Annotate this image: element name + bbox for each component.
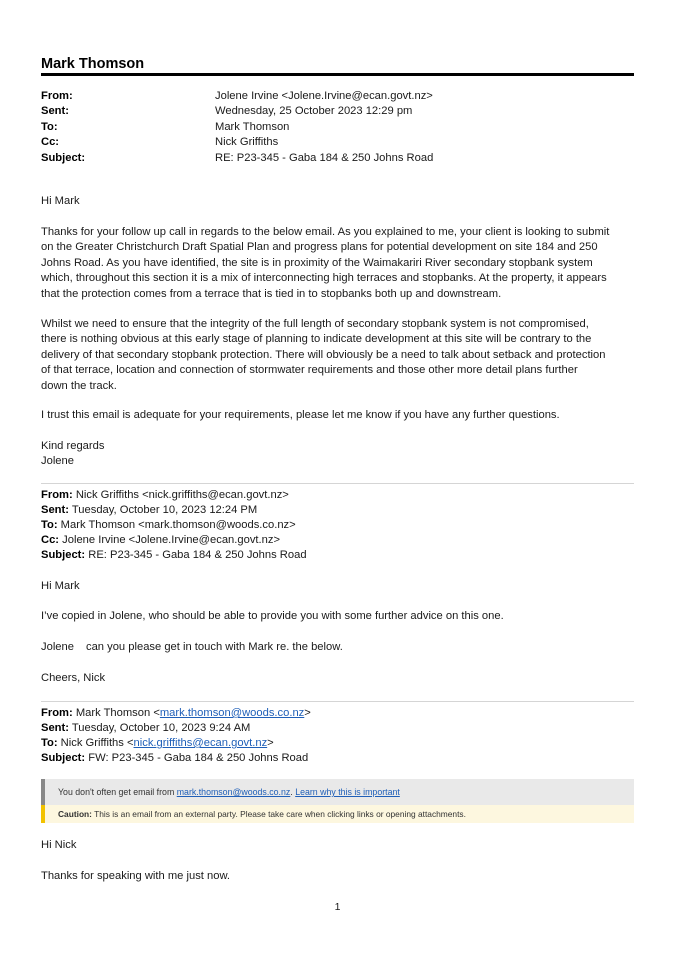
subject-value: RE: P23-345 - Gaba 184 & 250 Johns Road: [215, 151, 434, 164]
msg2-cc-value: Jolene Irvine <Jolene.Irvine@ecan.govt.nz>: [62, 534, 280, 546]
sender-name: Mark Thomson: [41, 56, 145, 72]
msg3-subject-line: [41, 751, 641, 766]
msg1-para1-line: Thanks for your follow up call in regards to the below email. As you explained to me, your client is looking to submit: [41, 226, 610, 238]
msg3-to-end: >: [267, 737, 274, 749]
msg2-sent-line: [41, 503, 641, 518]
msg3-from-label: From:: [41, 707, 73, 719]
msg2-subject-label: Subject:: [41, 549, 86, 561]
quote-divider: [41, 483, 634, 484]
msg2-to-label: To:: [41, 519, 58, 531]
msg1-para2-line: Whilst we need to ensure that the integrity of the full length of secondary stopbank system is not compromised,: [41, 318, 589, 330]
msg1-para1-line: Johns Road. As you have identified, the site is in proximity of the Waimakariri River secondary stopbank system: [41, 256, 593, 269]
cc-value: Nick Griffiths: [215, 136, 279, 149]
sent-value: Wednesday, 25 October 2023 12:29 pm: [215, 105, 413, 118]
to-value: Mark Thomson: [215, 120, 290, 133]
msg2-sent-value: Tuesday, October 10, 2023 12:24 PM: [71, 504, 258, 516]
msg1-para1-line: which, throughout this section it is a mix of interconnecting high terraces and stopbanks. At the property, it appears: [41, 272, 607, 285]
msg3-subject-value: FW: P23-345 - Gaba 184 & 250 Johns Road: [88, 752, 309, 764]
msg1-para2-line: delivery of that secondary stopbank protection. There will obviously be a need to talk about setback and protection: [41, 348, 606, 361]
msg2-paragraph-2: [41, 640, 641, 655]
msg3-to-line: [41, 736, 641, 751]
notice-prefix: You don't often get email from: [58, 787, 177, 797]
msg3-to-name: Nick Griffiths <: [60, 737, 134, 749]
caution-banner: [41, 805, 634, 823]
msg3-subject-label: Subject:: [41, 752, 86, 764]
page-number: 1: [334, 901, 341, 913]
msg1-para2-line: there is nothing obvious at this early stage of planning to indicate development at this site will be contrary to the: [41, 333, 592, 346]
msg2-cc-line: [41, 533, 641, 548]
msg3-sent-label: Sent:: [41, 722, 69, 734]
subject-label: Subject:: [41, 151, 86, 164]
msg2-para2-text: can you please get in touch with Mark re. the below.: [85, 641, 343, 653]
msg2-to-line: [41, 518, 641, 533]
msg1-para2-line: down the track.: [41, 379, 117, 392]
msg3-from-name: Mark Thomson <: [75, 707, 160, 719]
header-to-row: [41, 120, 634, 135]
msg3-to-label: To:: [41, 737, 58, 749]
caution-label: Caution:: [58, 809, 92, 819]
msg3-sent-value: Tuesday, October 10, 2023 9:24 AM: [71, 722, 251, 734]
msg1-closing: Kind regards: [41, 440, 105, 452]
caution-text: This is an email from an external party. Please take care when clicking links or opening attachments.: [91, 809, 466, 819]
msg1-paragraph-1: [41, 225, 641, 302]
header-subject-row: [41, 151, 634, 166]
msg3-sent-line: [41, 721, 641, 736]
email-header: [41, 89, 634, 166]
msg3-from-end: >: [304, 707, 311, 719]
msg3-from-line: [41, 706, 641, 721]
msg3-to-email-link[interactable]: nick.griffiths@ecan.govt.nz: [133, 737, 268, 749]
msg2-from-line: [41, 488, 641, 503]
msg2-paragraph-1: I’ve copied in Jolene, who should be able to provide you with some further advice on this one.: [41, 610, 504, 622]
msg1-para2-line: of that terrace, location and connection of stormwater requirements and those other more detail plans further: [41, 364, 578, 377]
learn-why-link[interactable]: Learn why this is important: [295, 787, 400, 797]
quote-divider: [41, 701, 634, 702]
msg1-para1-line: on the Greater Christchurch Draft Spatial Plan and progress plans for potential development on site 184 and 250: [41, 241, 598, 254]
from-value: Jolene Irvine <Jolene.Irvine@ecan.govt.nz>: [215, 90, 433, 102]
msg1-greeting: Hi Mark: [41, 195, 80, 207]
notice-separator: .: [290, 787, 296, 797]
msg2-para2-name: Jolene: [41, 641, 74, 653]
msg3-greeting: Hi Nick: [41, 839, 77, 851]
external-sender-notice: [41, 779, 634, 805]
msg2-cc-label: Cc:: [41, 534, 60, 546]
msg3-paragraph-1: Thanks for speaking with me just now.: [41, 870, 231, 882]
to-label: To:: [41, 120, 58, 133]
notice-email-link[interactable]: mark.thomson@woods.co.nz: [176, 787, 291, 797]
msg2-subject-value: RE: P23-345 - Gaba 184 & 250 Johns Road: [88, 549, 307, 561]
msg2-to-value: Mark Thomson <mark.thomson@woods.co.nz>: [60, 519, 296, 531]
from-label: From:: [41, 90, 73, 102]
sent-label: Sent:: [41, 105, 69, 118]
cc-label: Cc:: [41, 136, 60, 149]
msg3-from-email-link[interactable]: mark.thomson@woods.co.nz: [159, 707, 305, 719]
header-cc-row: [41, 135, 634, 150]
msg2-greeting: Hi Mark: [41, 580, 80, 592]
msg1-para1-line: that the protection comes from a terrace that is tied in to stopbanks both up and downstream.: [41, 287, 502, 300]
header-from-row: [41, 89, 634, 104]
msg2-subject-line: [41, 548, 641, 563]
msg2-closing: Cheers, Nick: [41, 672, 106, 684]
msg1-paragraph-2: [41, 317, 641, 394]
msg1-signature: Jolene: [41, 455, 74, 467]
header-sent-row: [41, 104, 634, 119]
title-rule: [41, 73, 634, 76]
msg2-sent-label: Sent:: [41, 504, 69, 516]
msg2-from-label: From:: [41, 489, 73, 501]
msg2-from-value: Nick Griffiths <nick.griffiths@ecan.govt.nz>: [75, 489, 289, 501]
msg1-paragraph-3: I trust this email is adequate for your requirements, please let me know if you have any further questions.: [41, 409, 560, 421]
